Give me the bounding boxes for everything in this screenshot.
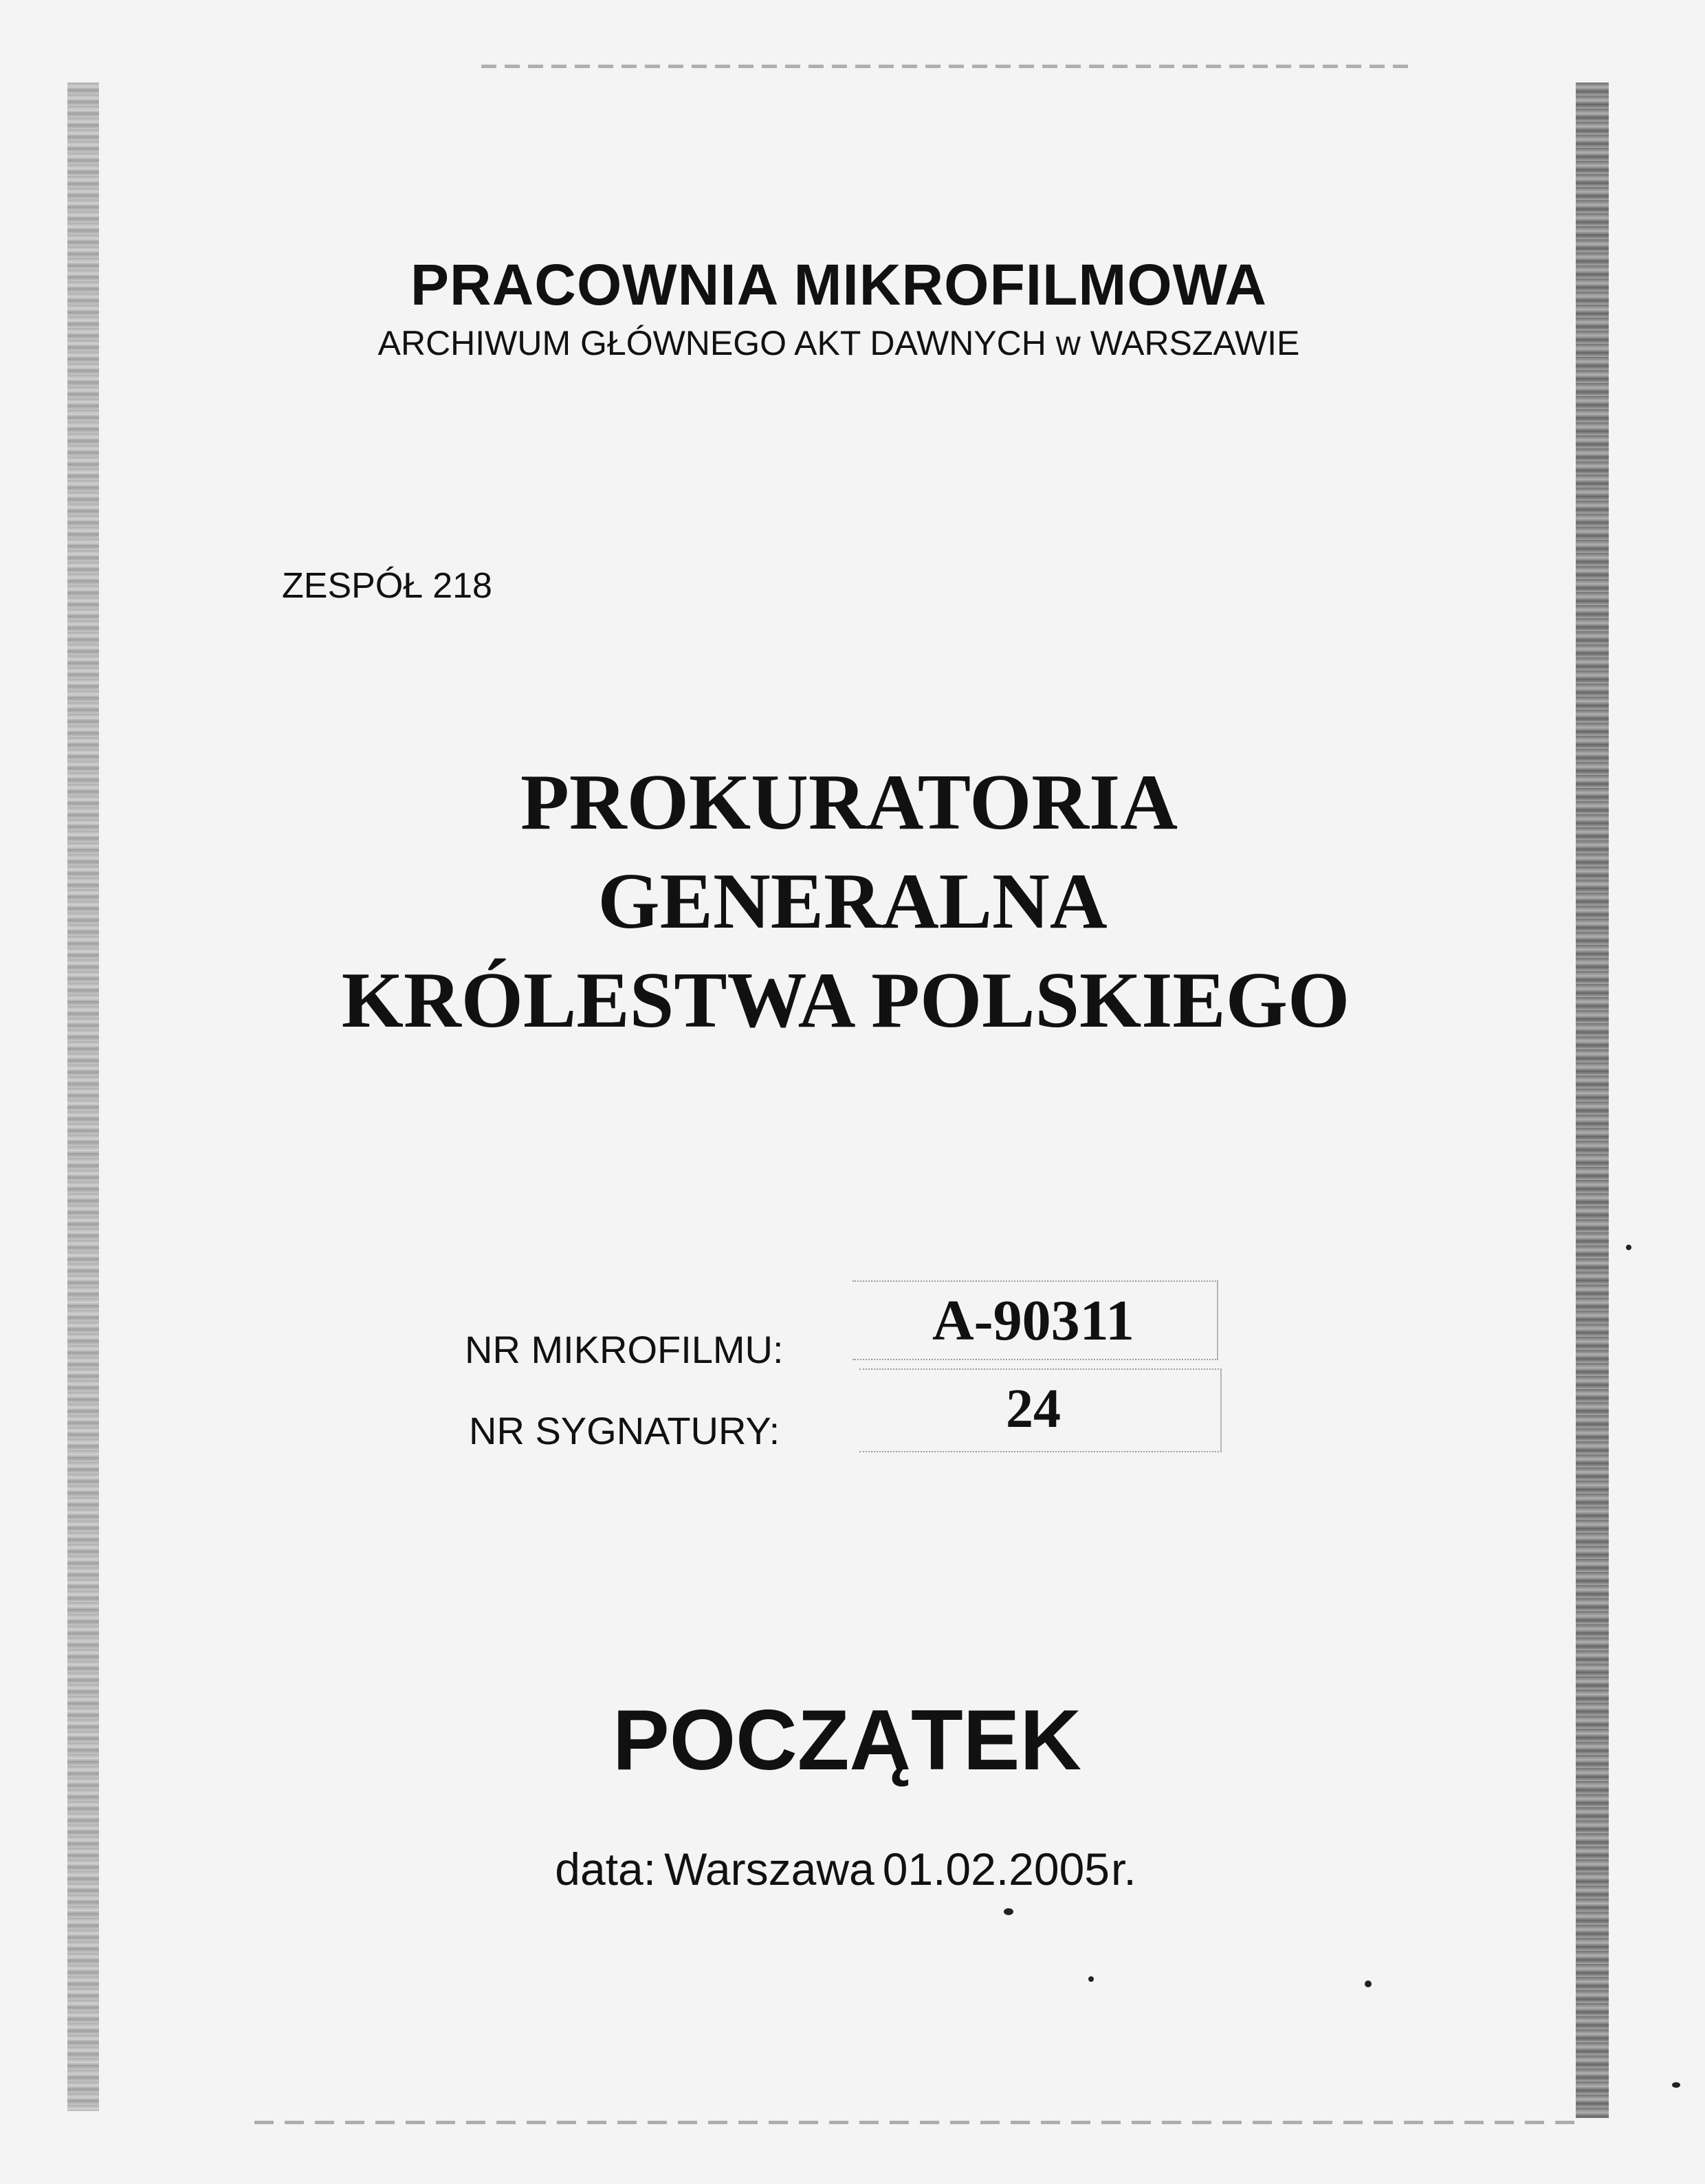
collection-title: [0, 753, 1705, 1050]
collection-title-line: GENERALNA: [597, 858, 1108, 946]
scan-edge-top: [481, 65, 1416, 68]
date-label: data:: [555, 1844, 657, 1894]
scan-speck: [1626, 1245, 1631, 1250]
date-line: [0, 1843, 1698, 1895]
fond-label: ZESPÓŁ: [282, 566, 424, 606]
lab-name: PRACOWNIA MIKROFILMOWA: [410, 252, 1268, 317]
date-place: Warszawa: [664, 1844, 874, 1894]
signature-number-label: NR SYGNATURY:: [469, 1409, 780, 1452]
scan-edge-right: [1576, 83, 1609, 2118]
date-value: 01.02.2005: [882, 1844, 1110, 1894]
fond-line: [282, 565, 502, 607]
scan-speck: [1088, 1976, 1094, 1982]
scan-speck: [1004, 1908, 1013, 1915]
status-heading: POCZĄTEK: [613, 1693, 1081, 1788]
microfilm-number-value: A-90311: [932, 1289, 1134, 1353]
date-suffix: r.: [1111, 1844, 1136, 1894]
collection-title-line: KRÓLESTWA POLSKIEGO: [341, 957, 1350, 1045]
archive-name: ARCHIWUM GŁÓWNEGO AKT DAWNYCH w WARSZAWIE: [377, 324, 1300, 362]
scan-speck: [1365, 1980, 1372, 1987]
fond-number: 218: [432, 566, 492, 606]
scan-speck: [1672, 2082, 1680, 2088]
microfilm-number-label: NR MIKROFILMU:: [465, 1328, 784, 1371]
collection-title-line: PROKURATORIA: [520, 758, 1178, 847]
scan-edge-bottom: [254, 2121, 1574, 2124]
signature-number-value: 24: [1006, 1379, 1061, 1439]
scan-edge-left: [67, 83, 99, 2111]
